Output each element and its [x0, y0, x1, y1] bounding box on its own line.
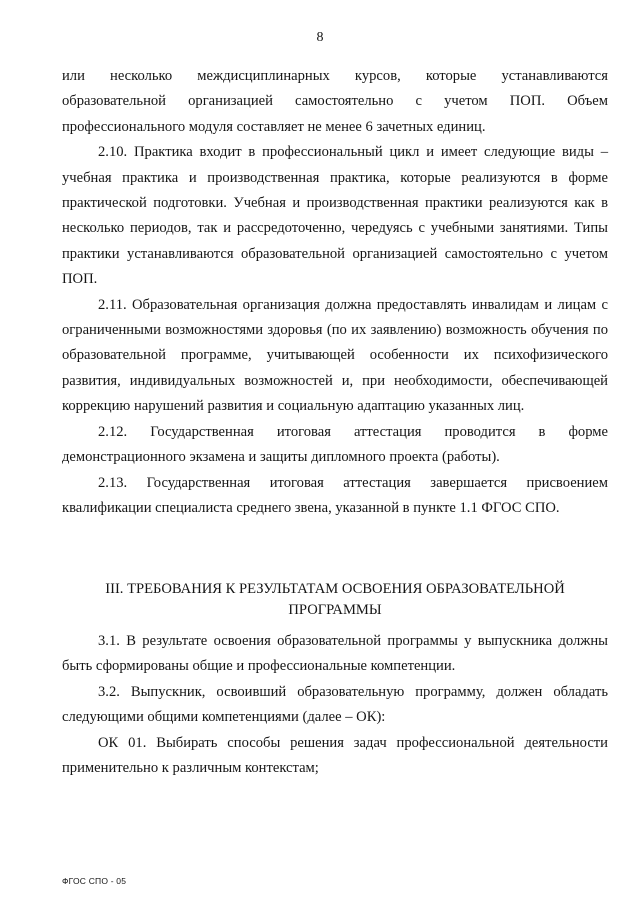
paragraph-2-10: 2.10. Практика входит в профессиональный цикл и имеет следующие виды – учебная практика и производственная практика, которые реализуются в форме практической подготовки. Учебная и производственная практики реализуются как в несколько периодов, так и рассредоточенно, чередуясь с учебными занятиями. Типы практики устанавливаются образовательной организацией самостоятельно с учетом ПОП.: [62, 144, 608, 288]
paragraph-2-11: 2.11. Образовательная организация должна предоставлять инвалидам и лицам с ограниченными возможностями здоровья (по их заявлению) возможность обучения по образовательной программе, учитывающей особенности их психофизического развития, индивидуальных возможностей и, при необходимости, обеспечивающей коррекцию нарушений развития и социальную адаптацию указанных лиц.: [62, 296, 608, 415]
paragraph-continuation: или несколько междисциплинарных курсов, которые устанавливаются образовательной организацией самостоятельно с учетом ПОП. Объем профессионального модуля составляет не менее 6 зачетных единиц.: [62, 68, 608, 135]
paragraph-3-1: 3.1. В результате освоения образовательной программы у выпускника должны быть сформированы общие и профессиональные компетенции.: [62, 633, 608, 675]
page-number: 8: [316, 30, 324, 45]
paragraph-3-2: 3.2. Выпускник, освоивший образовательную программу, должен обладать следующими общими компетенциями (далее – ОК):: [62, 683, 608, 726]
paragraph-2-12: 2.12. Государственная итоговая аттестация проводится в форме демонстрационного экзамена и защиты дипломного проекта (работы).: [62, 423, 608, 466]
paragraph-2-13: 2.13. Государственная итоговая аттестация завершается присвоением квалификации специалиста среднего звена, указанной в пункте 1.1 ФГОС СПО.: [62, 474, 608, 516]
section-heading: III. ТРЕБОВАНИЯ К РЕЗУЛЬТАТАМ ОСВОЕНИЯ ОБРАЗОВАТЕЛЬНОЙ ПРОГРАММЫ: [105, 581, 565, 618]
paragraph-ok-01: ОК 01. Выбирать способы решения задач профессиональной деятельности применительно к различным контекстам;: [62, 734, 608, 777]
body-text-top: [62, 64, 608, 521]
body-text-bottom: [62, 629, 608, 781]
footer-code: ФГОС СПО - 05: [62, 876, 127, 886]
